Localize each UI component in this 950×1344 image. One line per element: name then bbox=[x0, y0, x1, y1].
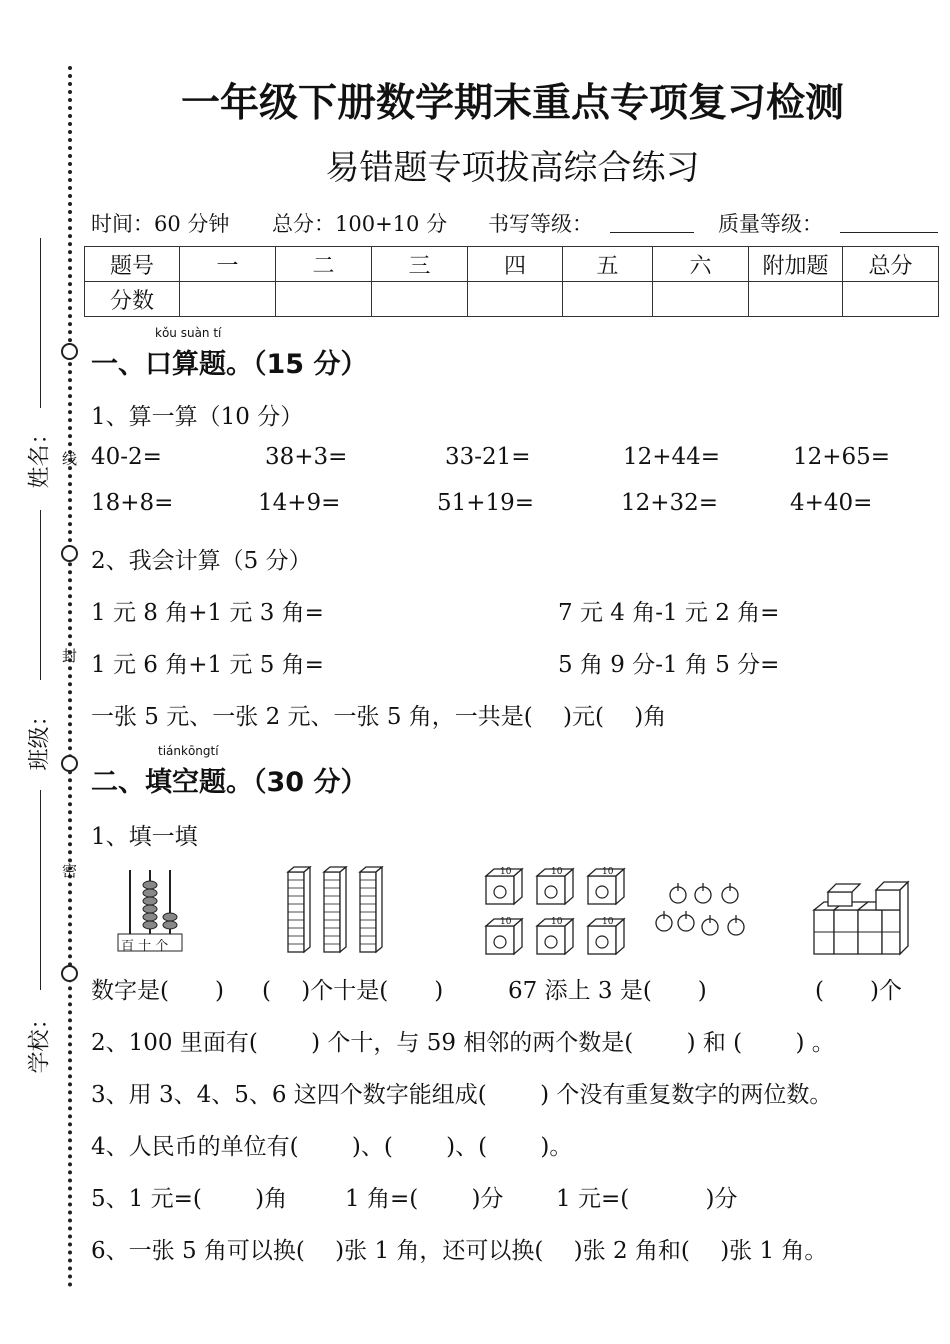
score-cell[interactable] bbox=[180, 282, 276, 317]
fill-answer: 67 添上 3 是( ) bbox=[508, 978, 707, 1004]
name-line bbox=[40, 238, 41, 408]
apples-figure bbox=[652, 875, 748, 945]
binding-dotted-line bbox=[68, 66, 72, 1288]
school-line bbox=[40, 790, 41, 990]
calc-item: 4+40= bbox=[790, 490, 873, 516]
box-label: 10 bbox=[602, 917, 614, 927]
question-5b: 1 角=( )分 bbox=[345, 1186, 504, 1212]
binding-hole bbox=[61, 755, 78, 772]
quality-grade-label: 质量等级： bbox=[718, 212, 823, 236]
header-cell: 总分 bbox=[843, 247, 939, 282]
ten-rods-figure bbox=[282, 866, 387, 956]
box-label: 10 bbox=[551, 917, 563, 927]
box-label: 10 bbox=[602, 867, 614, 877]
header-cell: 一 bbox=[180, 247, 276, 282]
section1-q2-title: 2、我会计算（5 分） bbox=[91, 548, 312, 574]
school-label: 学校： bbox=[27, 1007, 53, 1074]
score-cell[interactable] bbox=[468, 282, 563, 317]
score-cell[interactable] bbox=[653, 282, 749, 317]
boxes-figure bbox=[482, 866, 632, 958]
score-cell[interactable] bbox=[749, 282, 843, 317]
class-line bbox=[40, 510, 41, 680]
fill-answer: ( )个 bbox=[815, 978, 902, 1004]
question-2: 2、100 里面有( ) 个十，与 59 相邻的两个数是( ) 和 ( ) 。 bbox=[91, 1030, 835, 1056]
calc-item: 40-2= bbox=[91, 444, 162, 470]
section1-title: 一、口算题。（15 分） bbox=[91, 349, 368, 380]
binding-hole bbox=[61, 343, 78, 360]
calc-item: 38+3= bbox=[265, 444, 348, 470]
money-item: 1 元 6 角+1 元 5 角= bbox=[91, 652, 324, 678]
binding-hole bbox=[61, 965, 78, 982]
name-label: 姓名： bbox=[27, 422, 53, 489]
section1-q1-title: 1、算一算（10 分） bbox=[91, 404, 304, 430]
total-info: 总分：100+10 分 bbox=[272, 212, 448, 236]
score-cell[interactable] bbox=[372, 282, 468, 317]
section2-title: 二、填空题。（30 分） bbox=[91, 767, 368, 798]
header-cell: 四 bbox=[468, 247, 563, 282]
calc-item: 18+8= bbox=[91, 490, 174, 516]
cube-stack-figure bbox=[810, 876, 920, 958]
time-info: 时间：60 分钟 bbox=[91, 212, 230, 236]
class-label: 班级： bbox=[27, 704, 53, 771]
writing-grade-field[interactable] bbox=[610, 232, 694, 233]
score-cell[interactable] bbox=[563, 282, 653, 317]
score-table bbox=[84, 246, 939, 317]
calc-item: 12+65= bbox=[793, 444, 891, 470]
calc-item: 12+32= bbox=[621, 490, 719, 516]
score-cell[interactable] bbox=[276, 282, 372, 317]
money-item: 7 元 4 角-1 元 2 角= bbox=[558, 600, 780, 626]
question-6: 6、一张 5 角可以换( )张 1 角，还可以换( )张 2 角和( )张 1 角。 bbox=[91, 1238, 828, 1264]
section2-pinyin: tiánkōngtí bbox=[158, 744, 219, 758]
fill-answer: 数字是( ) bbox=[91, 978, 224, 1004]
calc-item: 14+9= bbox=[258, 490, 341, 516]
question-5c: 1 元=( )分 bbox=[556, 1186, 738, 1212]
score-cell[interactable] bbox=[843, 282, 939, 317]
header-cell: 题号 bbox=[85, 247, 180, 282]
quality-grade-field[interactable] bbox=[840, 232, 938, 233]
page-title: 一年级下册数学期末重点专项复习检测 bbox=[180, 81, 844, 126]
header-cell: 附加题 bbox=[749, 247, 843, 282]
abacus-labels: 百 十 个 bbox=[121, 939, 169, 954]
calc-item: 12+44= bbox=[623, 444, 721, 470]
header-cell: 六 bbox=[653, 247, 749, 282]
header-cell: 三 bbox=[372, 247, 468, 282]
score-table-header-row bbox=[85, 247, 939, 282]
notes-question: 一张 5 元、一张 2 元、一张 5 角，一共是( )元( )角 bbox=[91, 704, 667, 730]
fill-answer: ( )个十是( ) bbox=[262, 978, 444, 1004]
money-item: 1 元 8 角+1 元 3 角= bbox=[91, 600, 324, 626]
section1-pinyin: kǒu suàn tí bbox=[155, 326, 222, 340]
header-cell: 五 bbox=[563, 247, 653, 282]
section2-q1-title: 1、填一填 bbox=[91, 824, 198, 850]
score-table-score-row bbox=[85, 282, 939, 317]
question-3: 3、用 3、4、5、6 这四个数字能组成( ) 个没有重复数字的两位数。 bbox=[91, 1082, 833, 1108]
box-label: 10 bbox=[500, 917, 512, 927]
calc-item: 51+19= bbox=[437, 490, 535, 516]
page-subtitle: 易错题专项拔高综合练习 bbox=[325, 148, 700, 188]
header-cell: 二 bbox=[276, 247, 372, 282]
money-item: 5 角 9 分-1 角 5 分= bbox=[558, 652, 780, 678]
mark-xian: 线 bbox=[62, 450, 78, 468]
calc-item: 33-21= bbox=[445, 444, 531, 470]
score-row-label: 分数 bbox=[85, 282, 180, 317]
writing-grade-label: 书写等级： bbox=[488, 212, 593, 236]
binding-hole bbox=[61, 545, 78, 562]
question-5a: 5、1 元=( )角 bbox=[91, 1186, 288, 1212]
question-4: 4、人民币的单位有( )、( )、( )。 bbox=[91, 1134, 573, 1160]
box-label: 10 bbox=[551, 867, 563, 877]
mark-mi: 密 bbox=[62, 862, 78, 880]
box-label: 10 bbox=[500, 867, 512, 877]
mark-feng: 封 bbox=[62, 647, 78, 665]
